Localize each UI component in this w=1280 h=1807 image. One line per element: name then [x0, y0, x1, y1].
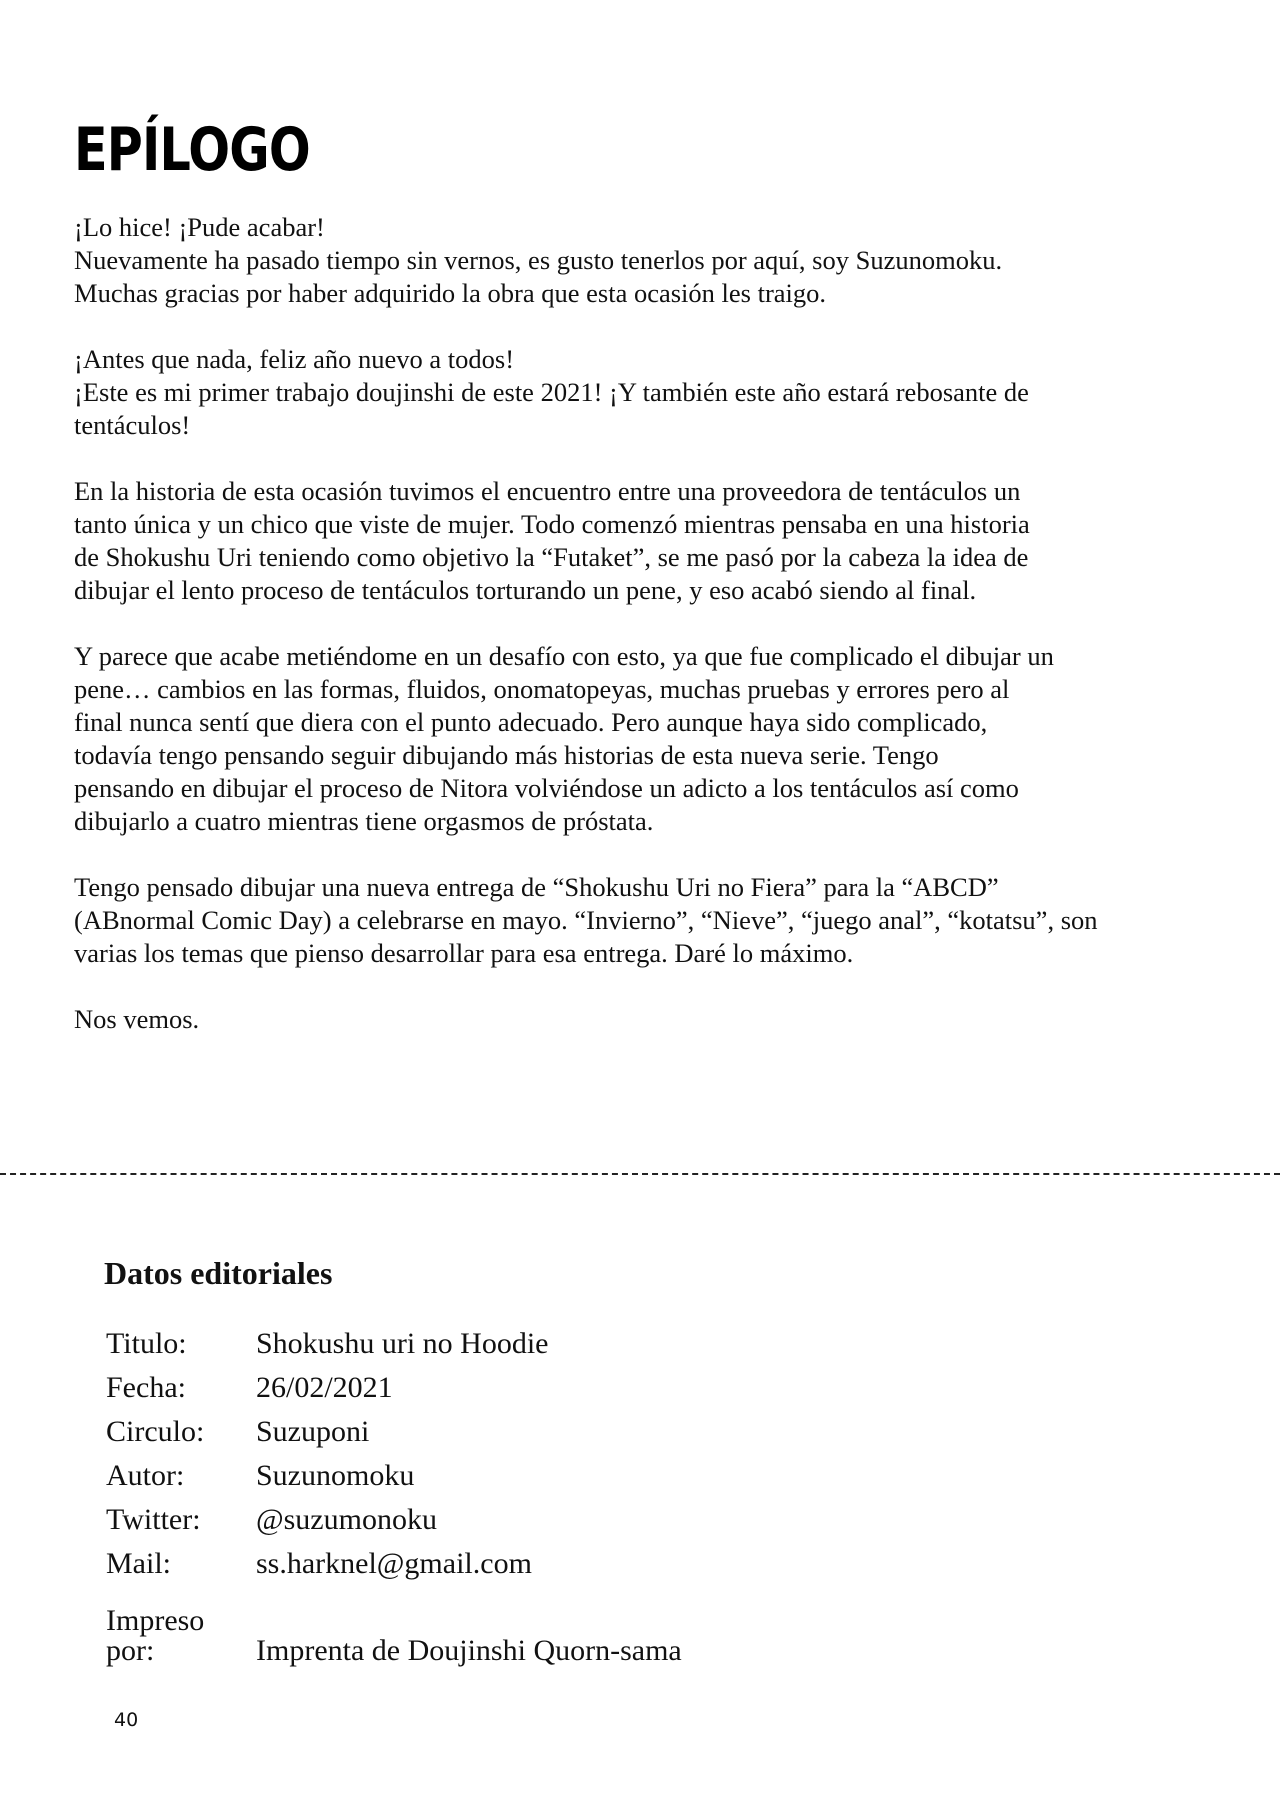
text-line: Nos vemos. [74, 1004, 200, 1034]
paragraph [74, 871, 1200, 970]
credits-value: Suzuponi [256, 1415, 370, 1448]
text-line: En la historia de esta ocasión tuvimos el encuentro entre una proveedora de tentáculos un [74, 476, 1021, 506]
text-line: final nunca sentí que diera con el punto adecuado. Pero aunque haya sido complicado, [74, 707, 988, 737]
credits-label: Autor: [106, 1459, 185, 1492]
credits-label-line: por: [106, 1634, 155, 1667]
text-line: pene… cambios en las formas, fluidos, onomatopeyas, muchas pruebas y errores pero al [74, 674, 1010, 704]
text-line: dibujar el lento proceso de tentáculos torturando un pene, y eso acabó siendo al final. [74, 575, 977, 605]
credits-label: Fecha: [106, 1371, 186, 1404]
credits-label: Circulo: [106, 1415, 205, 1448]
paragraph [74, 211, 1200, 310]
paragraph [74, 1003, 1200, 1036]
credits-label: Twitter: [106, 1503, 201, 1536]
credits-title: Datos editoriales [104, 1255, 333, 1291]
credits-row-printed-by [106, 1606, 1106, 1666]
text-line: tentáculos! [74, 410, 191, 440]
credits-row-twitter [106, 1498, 1106, 1542]
dashed-divider [0, 1173, 1280, 1175]
text-line: tanto única y un chico que viste de mujer. Todo comenzó mientras pensaba en una historia [74, 509, 1030, 539]
epilogue-text [74, 211, 1200, 1069]
credits-row-date [106, 1366, 1106, 1410]
text-line: todavía tengo pensando seguir dibujando más historias de esta nueva serie. Tengo [74, 740, 939, 770]
text-line: ¡Antes que nada, feliz año nuevo a todos! [74, 344, 515, 374]
text-line: pensando en dibujar el proceso de Nitora volviéndose un adicto a los tentáculos así como [74, 773, 1019, 803]
page-number: 40 [114, 1709, 139, 1731]
credits-label-line: Impreso [106, 1604, 205, 1637]
credits-value: 26/02/2021 [256, 1371, 393, 1404]
credits-table [106, 1322, 1106, 1666]
credits-value: ss.harknel@gmail.com [256, 1547, 532, 1580]
text-line: varias los temas que pienso desarrollar para esa entrega. Daré lo máximo. [74, 938, 854, 968]
text-line: ¡Lo hice! ¡Pude acabar! [74, 212, 325, 242]
page-title: EPÍLOGO [74, 115, 310, 185]
credits-row-mail [106, 1542, 1106, 1586]
credits-value: Imprenta de Doujinshi Quorn-sama [256, 1634, 682, 1667]
text-line: Nuevamente ha pasado tiempo sin vernos, es gusto tenerlos por aquí, soy Suzunomoku. [74, 245, 1003, 275]
credits-value: @suzumonoku [256, 1503, 437, 1536]
credits-label [106, 1606, 256, 1666]
text-line: dibujarlo a cuatro mientras tiene orgasmos de próstata. [74, 806, 654, 836]
text-line: de Shokushu Uri teniendo como objetivo la “Futaket”, se me pasó por la cabeza la idea de [74, 542, 1029, 572]
text-line: Y parece que acabe metiéndome en un desafío con esto, ya que fue complicado el dibujar un [74, 641, 1054, 671]
text-line: Muchas gracias por haber adquirido la obra que esta ocasión les traigo. [74, 278, 827, 308]
credits-row-title [106, 1322, 1106, 1366]
paragraph [74, 475, 1200, 607]
paragraph [74, 343, 1200, 442]
credits-value: Suzunomoku [256, 1459, 415, 1492]
paragraph [74, 640, 1200, 838]
credits-row-author [106, 1454, 1106, 1498]
text-line: ¡Este es mi primer trabajo doujinshi de este 2021! ¡Y también este año estará rebosante de [74, 377, 1029, 407]
credits-value: Shokushu uri no Hoodie [256, 1327, 549, 1360]
credits-label: Mail: [106, 1547, 171, 1580]
credits-label: Titulo: [106, 1327, 187, 1360]
credits-row-circle [106, 1410, 1106, 1454]
text-line: Tengo pensado dibujar una nueva entrega de “Shokushu Uri no Fiera” para la “ABCD” [74, 872, 999, 902]
text-line: (ABnormal Comic Day) a celebrarse en mayo. “Invierno”, “Nieve”, “juego anal”, “kotatsu”, son [74, 905, 1098, 935]
